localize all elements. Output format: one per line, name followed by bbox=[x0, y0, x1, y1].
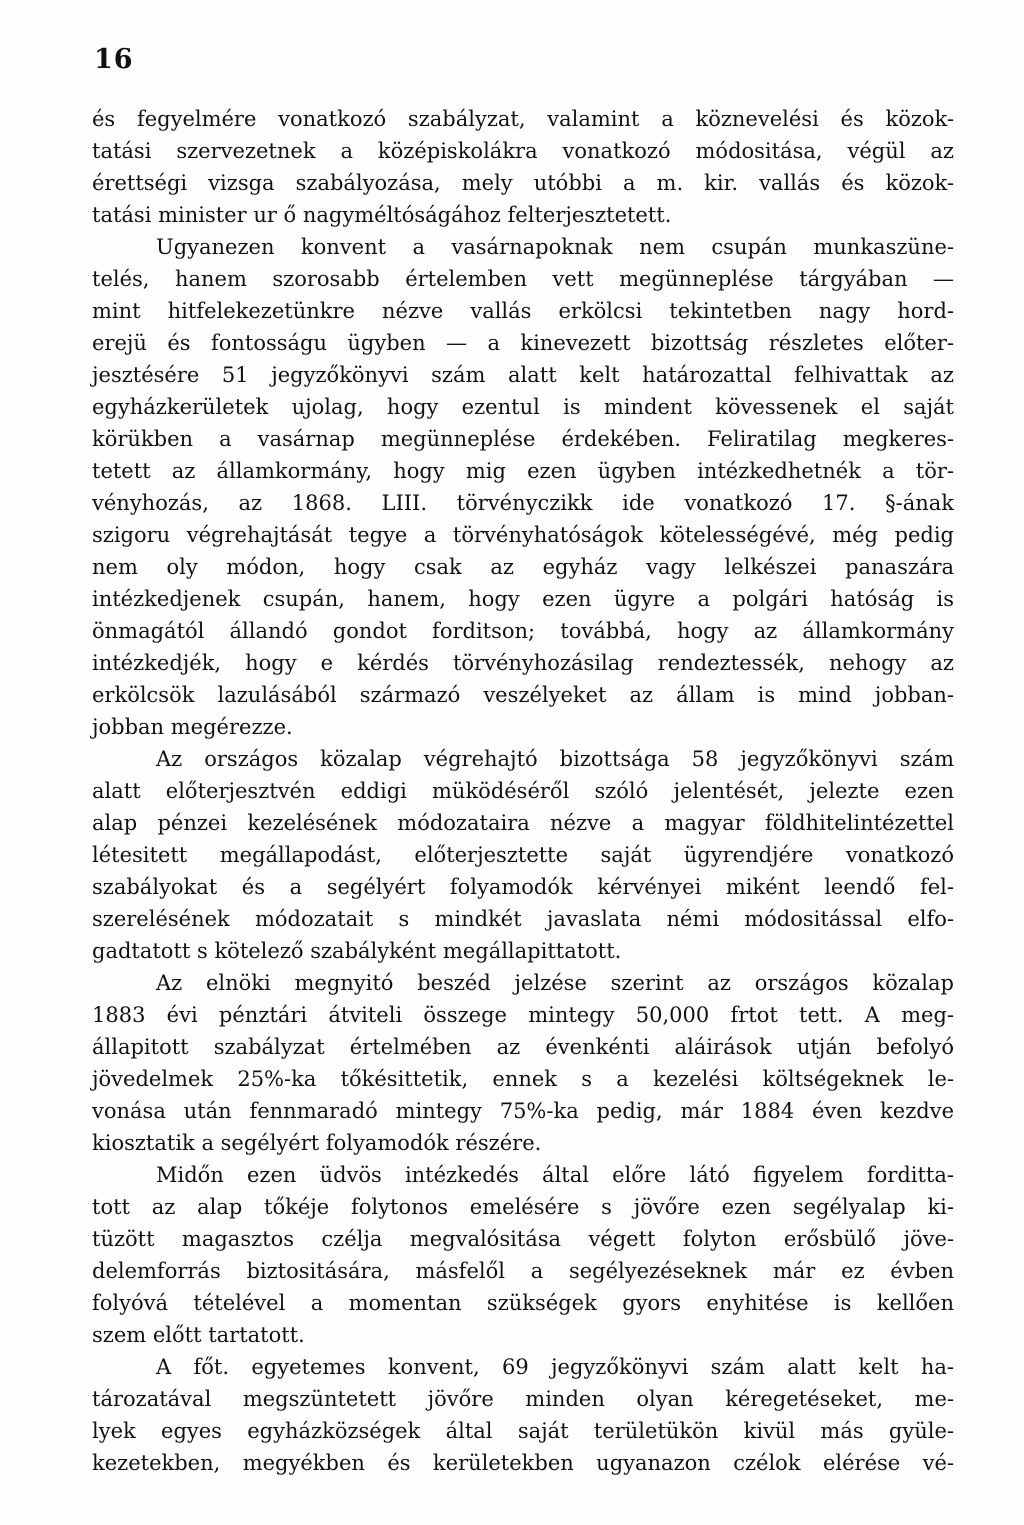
text-line: erejü és fontosságu ügyben — a kinevezett bizottság részletes előter- bbox=[92, 331, 954, 355]
text-line: körükben a vasárnap megünneplése érdekében. Feliratilag megkeres- bbox=[92, 427, 954, 451]
text-line: tüzött magasztos czélja megvalósitása végett folyton erősbülő jöve- bbox=[92, 1227, 954, 1251]
text-line: erkölcsök lazulásából származó veszélyeket az állam is mind jobban- bbox=[92, 683, 954, 707]
paragraph-start-line: A főt. egyetemes konvent, 69 jegyzőkönyvi szám alatt kelt ha- bbox=[156, 1355, 954, 1379]
text-line: alap pénzei kezelésének módozataira nézve a magyar földhitelintézettel bbox=[92, 811, 954, 835]
text-line: szerelésének módozatait s mindkét javaslata némi módositással elfo- bbox=[92, 907, 954, 931]
text-line: önmagától állandó gondot forditson; továbbá, hogy az államkormány bbox=[92, 619, 954, 643]
text-line: delemforrás biztositására, másfelől a segélyezéseknek már ez évben bbox=[92, 1259, 954, 1283]
text-line: jesztésére 51 jegyzőkönyvi szám alatt kelt határozattal felhivattak az bbox=[92, 363, 954, 387]
text-line: érettségi vizsga szabályozása, mely utóbbi a m. kir. vallás és közok- bbox=[92, 171, 954, 195]
text-line: és fegyelmére vonatkozó szabályzat, valamint a köznevelési és közok- bbox=[92, 107, 954, 131]
paragraph-start-line: Ugyanezen konvent a vasárnapoknak nem csupán munkaszüne- bbox=[156, 235, 954, 259]
paragraph-start-line: Az elnöki megnyitó beszéd jelzése szerint az országos közalap bbox=[156, 971, 954, 995]
text-line: gadtatott s kötelező szabályként megállapittatott. bbox=[92, 939, 622, 963]
page-number: 16 bbox=[94, 44, 134, 75]
text-line: tatási minister ur ő nagyméltóságához felterjesztetett. bbox=[92, 203, 672, 227]
text-line: kezetekben, megyékben és kerületekben ugyanazon czélok elérése vé- bbox=[92, 1451, 954, 1475]
text-line: tetett az államkormány, hogy mig ezen ügyben intézkedhetnék a tör- bbox=[92, 459, 954, 483]
text-line: mint hitfelekezetünkre nézve vallás erkölcsi tekintetben nagy hord- bbox=[92, 299, 954, 323]
text-line: 1883 évi pénztári átviteli összege mintegy 50,000 frtot tett. A meg- bbox=[92, 1003, 954, 1027]
text-line: lyek egyes egyházközségek által saját területükön kivül más gyüle- bbox=[92, 1419, 954, 1443]
text-line: vényhozás, az 1868. LIII. törvényczikk ide vonatkozó 17. §-ának bbox=[92, 491, 954, 515]
text-line: létesitett megállapodást, előterjesztette saját ügyrendjére vonatkozó bbox=[92, 843, 954, 867]
text-line: nem oly módon, hogy csak az egyház vagy lelkészei panaszára bbox=[92, 555, 954, 579]
text-line: vonása után fennmaradó mintegy 75%-ka pedig, már 1884 éven kezdve bbox=[92, 1099, 954, 1123]
text-line: tatási szervezetnek a középiskolákra vonatkozó módositása, végül az bbox=[92, 139, 954, 163]
paragraph-start-line: Midőn ezen üdvös intézkedés által előre látó figyelem forditta- bbox=[156, 1163, 954, 1187]
text-line: szigoru végrehajtását tegye a törvényhatóságok kötelességévé, még pedig bbox=[92, 523, 954, 547]
text-line: jövedelmek 25%-ka tőkésittetik, ennek s a kezelési költségeknek le- bbox=[92, 1067, 954, 1091]
text-line: tott az alap tőkéje folytonos emelésére s jövőre ezen segélyalap ki- bbox=[92, 1195, 954, 1219]
text-line: kiosztatik a segélyért folyamodók részére. bbox=[92, 1131, 542, 1155]
paragraph-start-line: Az országos közalap végrehajtó bizottsága 58 jegyzőkönyvi szám bbox=[156, 747, 954, 771]
text-line: jobban megérezze. bbox=[92, 715, 293, 739]
text-line: intézkedjenek csupán, hanem, hogy ezen ügyre a polgári hatóság is bbox=[92, 587, 954, 611]
text-line: szabályokat és a segélyért folyamodók kérvényei miként leendő fel- bbox=[92, 875, 954, 899]
text-line: intézkedjék, hogy e kérdés törvényhozásilag rendeztessék, nehogy az bbox=[92, 651, 954, 675]
body-text bbox=[92, 103, 954, 1479]
text-line: folyóvá tételével a momentan szükségek gyors enyhitése is kellően bbox=[92, 1291, 954, 1315]
text-line: alatt előterjesztvén eddigi müködéséről szóló jelentését, jelezte ezen bbox=[92, 779, 954, 803]
text-line: szem előtt tartatott. bbox=[92, 1323, 305, 1347]
text-line: telés, hanem szorosabb értelemben vett megünneplése tárgyában — bbox=[92, 267, 954, 291]
text-line: állapitott szabályzat értelmében az évenkénti aláirások utján befolyó bbox=[92, 1035, 954, 1059]
text-line: egyházkerületek ujolag, hogy ezentul is mindent kövessenek el saját bbox=[92, 395, 954, 419]
text-line: tározatával megszüntetett jövőre minden olyan kéregetéseket, me- bbox=[92, 1387, 954, 1411]
